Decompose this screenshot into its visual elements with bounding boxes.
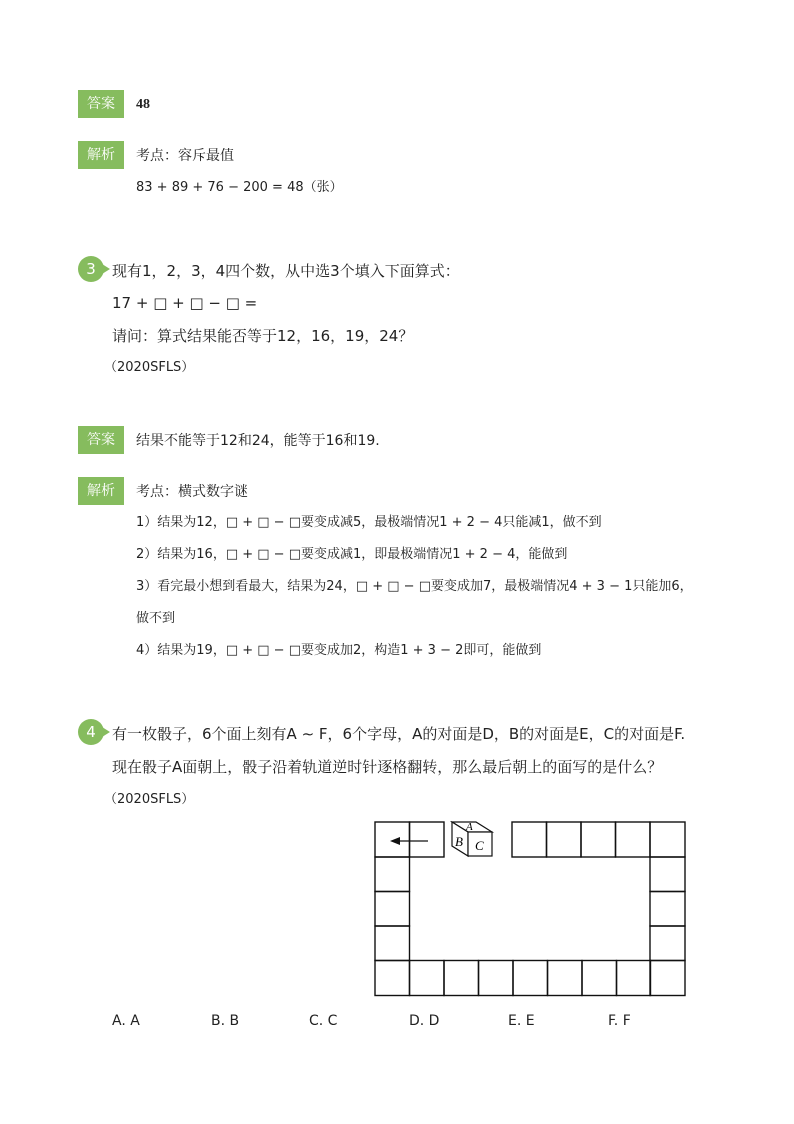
question-text: 现在骰子A面朝上，骰子沿着轨道逆时针逐格翻转，那么最后朝上的面写的是什么？ xyxy=(112,758,663,776)
kaodian-text: 考点：横式数字谜 xyxy=(136,484,248,500)
option-d[interactable]: D. D xyxy=(409,1013,440,1029)
die-label-front: C xyxy=(475,838,484,853)
question-text: 请问：算式结果能否等于12，16，19，24？ xyxy=(112,327,414,345)
option-c[interactable]: C. C xyxy=(309,1013,338,1029)
question-source: （2020SFLS） xyxy=(104,360,195,375)
kaodian-text: 考点：容斥最值 xyxy=(136,148,234,164)
question-formula: 17 + □ + □ − □ = xyxy=(112,294,258,312)
analysis-tag: 解析 xyxy=(78,141,124,169)
analysis-step: 2）结果为16，□ + □ − □要变成减1，即最极端情况1 + 2 − 4，能做到 xyxy=(136,547,568,562)
die-label-top: A xyxy=(466,821,473,833)
option-b[interactable]: B. B xyxy=(211,1013,240,1029)
option-e[interactable]: E. E xyxy=(508,1013,535,1029)
answer-text: 48 xyxy=(136,97,150,112)
analysis-step: 1）结果为12，□ + □ − □要变成减5，最极端情况1 + 2 − 4只能减1，做不到 xyxy=(136,515,602,530)
analysis-tag: 解析 xyxy=(78,477,124,505)
answer-text: 结果不能等于12和24，能等于16和19. xyxy=(136,433,380,449)
answer-tag: 答案 xyxy=(78,90,124,118)
question-number-badge: 3 xyxy=(78,256,104,282)
question-number-badge: 4 xyxy=(78,719,104,745)
analysis-step: 做不到 xyxy=(136,611,176,626)
question-text: 有一枚骰子，6个面上刻有A ∼ F，6个字母，A的对面是D，B的对面是E，C的对面是F. xyxy=(112,725,686,743)
analysis-step: 4）结果为19，□ + □ − □要变成加2，构造1 + 3 − 2即可，能做到 xyxy=(136,643,542,658)
option-a[interactable]: A. A xyxy=(112,1013,140,1029)
track-cells xyxy=(375,822,685,996)
dice-track-diagram xyxy=(370,816,690,1002)
answer-tag: 答案 xyxy=(78,426,124,454)
option-f[interactable]: F. F xyxy=(608,1013,631,1029)
question-source: （2020SFLS） xyxy=(104,792,195,807)
question-text: 现有1，2，3，4四个数，从中选3个填入下面算式： xyxy=(112,262,460,280)
analysis-step: 3）看完最小想到看最大，结果为24，□ + □ − □要变成加7，最极端情况4 + 3 − 1只能加6， xyxy=(136,579,693,594)
analysis-line: 83 + 89 + 76 − 200 = 48（张） xyxy=(136,180,343,195)
die-label-left: B xyxy=(455,834,463,849)
